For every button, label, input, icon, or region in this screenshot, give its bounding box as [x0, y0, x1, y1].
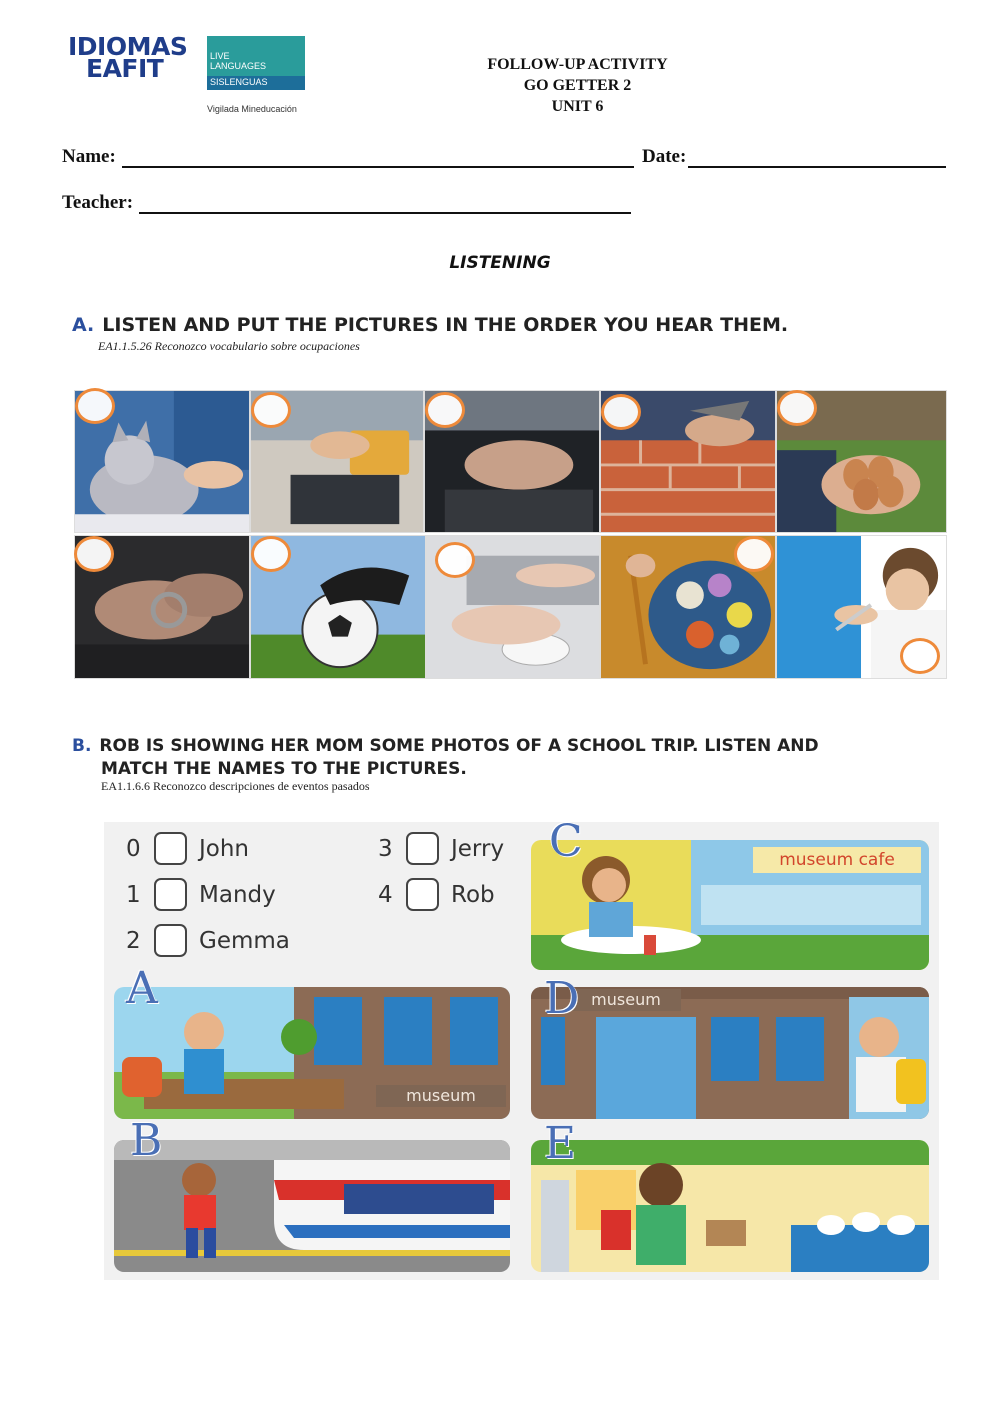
name-label-jerry: Jerry [451, 835, 505, 862]
name-row-0 [126, 832, 249, 865]
logo-line2: EAFIT [86, 54, 164, 83]
section-b-title [72, 735, 819, 781]
logo-box-line1: LIVE [210, 51, 230, 61]
answer-box[interactable] [154, 878, 187, 911]
section-a-instruction: LISTEN AND PUT THE PICTURES IN THE ORDER YOU HEAR THEM. [102, 314, 789, 336]
name-label-john: John [199, 835, 250, 862]
scene-b-train [114, 1140, 510, 1272]
school-trip-panel [104, 816, 939, 1280]
sign-museum-d: museum [571, 989, 681, 1011]
order-circle-7[interactable] [251, 536, 291, 572]
scene-c-cafe [531, 840, 929, 970]
logo-line1: IDIOMAS [68, 32, 188, 61]
order-circle-9[interactable] [734, 536, 774, 572]
name-number: 1 [126, 881, 141, 908]
section-b-instruction-line1: ROB IS SHOWING HER MOM SOME PHOTOS OF A SCHOOL TRIP. LISTEN AND [99, 736, 819, 756]
name-field [62, 146, 634, 168]
idiomas-eafit-logo [62, 30, 312, 120]
sign-museum-a: museum [376, 1085, 506, 1107]
order-circle-6[interactable] [74, 536, 114, 572]
order-circle-4[interactable] [601, 394, 641, 430]
answer-box[interactable] [406, 832, 439, 865]
scene-letter-a: A [126, 963, 158, 1014]
name-row-4 [378, 878, 495, 911]
logo-tagline: Vigilada Mineducación [207, 104, 297, 114]
occupation-photo-grid [74, 390, 947, 679]
worksheet-header [420, 54, 735, 117]
header-line3: UNIT 6 [551, 98, 604, 115]
answer-box[interactable] [406, 878, 439, 911]
scene-letter-e: E [544, 1118, 577, 1169]
answer-box[interactable] [154, 832, 187, 865]
order-circle-10[interactable] [900, 638, 940, 674]
listening-heading: LISTENING [449, 253, 551, 273]
date-field [642, 146, 946, 168]
sign-museum-cafe: museum cafe [753, 847, 921, 873]
name-row-3 [378, 832, 504, 865]
name-row-1 [126, 878, 276, 911]
name-label-mandy: Mandy [199, 881, 276, 908]
date-label: Date: [642, 146, 687, 167]
section-a-subtitle: EA1.1.5.26 Reconozco vocabulario sobre ocupaciones [98, 339, 360, 353]
name-label-rob: Rob [451, 881, 495, 908]
scene-letter-b: B [130, 1115, 163, 1166]
logo-box-line2: LANGUAGES [210, 60, 267, 71]
name-number: 4 [378, 881, 393, 908]
scene-a-bench [114, 987, 510, 1119]
name-row-2 [126, 924, 290, 957]
section-b-instruction-line2: MATCH THE NAMES TO THE PICTURES. [101, 759, 467, 779]
teacher-field [62, 192, 631, 214]
name-number: 2 [126, 927, 141, 954]
order-circle-5[interactable] [777, 390, 817, 426]
date-input-line[interactable] [688, 150, 946, 168]
name-number: 3 [378, 835, 393, 862]
section-a-letter: A. [72, 314, 95, 336]
name-input-line[interactable] [122, 150, 634, 168]
teacher-input-line[interactable] [139, 196, 631, 214]
teacher-label: Teacher: [62, 192, 134, 213]
order-circle-3[interactable] [425, 392, 465, 428]
scene-letter-d: D [544, 973, 580, 1024]
section-b-letter: B. [72, 736, 92, 756]
order-circle-8[interactable] [435, 542, 475, 578]
name-label-gemma: Gemma [199, 927, 290, 954]
name-label: Name: [62, 146, 116, 167]
section-b-subtitle: EA1.1.6.6 Reconozco descripciones de eventos pasados [101, 779, 370, 793]
header-line2: GO GETTER 2 [523, 77, 632, 94]
scene-d-museum [531, 987, 929, 1119]
section-a-title [72, 314, 788, 336]
order-circle-1[interactable] [75, 388, 115, 424]
scene-letter-c: C [549, 816, 583, 867]
logo-box-line3: SISLENGUAS [207, 76, 305, 90]
header-line1: FOLLOW-UP ACTIVITY [487, 56, 668, 73]
answer-box[interactable] [154, 924, 187, 957]
name-number: 0 [126, 835, 141, 862]
logo-badge [207, 36, 305, 90]
order-circle-2[interactable] [251, 392, 291, 428]
scene-e-shop [531, 1140, 929, 1272]
